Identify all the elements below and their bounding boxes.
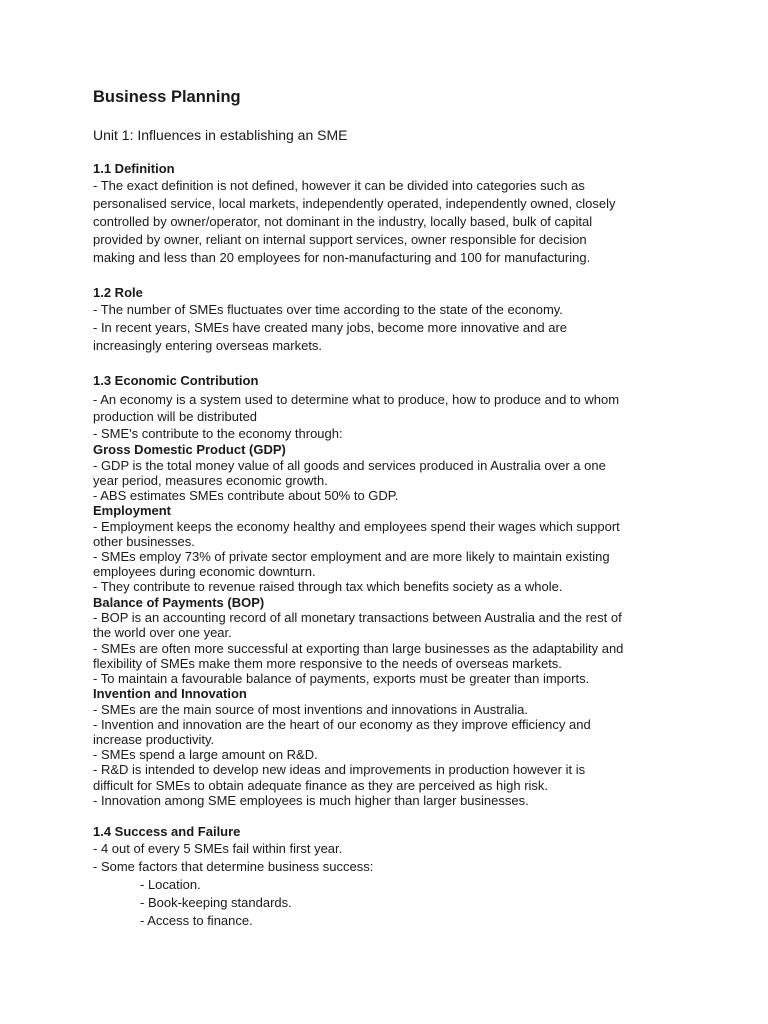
text-line: - SME's contribute to the economy through:	[93, 426, 343, 441]
list-item: - Access to finance.	[140, 913, 253, 929]
text-line: the world over one year.	[93, 625, 232, 641]
text-line: other businesses.	[93, 533, 195, 549]
text-line: - SMEs are often more successful at exporting than large businesses as the adaptability and	[93, 640, 624, 656]
text-line: difficult for SMEs to obtain adequate finance as they are perceived as high risk.	[93, 777, 549, 793]
list-item: - Book-keeping standards.	[140, 895, 292, 911]
text-line: - They contribute to revenue raised through tax which benefits society as a whole.	[93, 579, 563, 595]
subsection-heading-innovation: Invention and Innovation	[93, 686, 247, 702]
text-line: - Innovation among SME employees is much higher than larger businesses.	[93, 792, 529, 808]
section-heading: 1.3 Economic Contribution	[93, 373, 259, 388]
unit-title: Unit 1: Influences in establishing an SME	[93, 127, 348, 143]
text-line: employees during economic downturn.	[93, 564, 316, 580]
text-line: - BOP is an accounting record of all monetary transactions between Australia and the rest of	[93, 610, 622, 626]
text-line: controlled by owner/operator, not dominant in the industry, locally based, bulk of capital	[93, 214, 593, 229]
text-line: - Employment keeps the economy healthy and employees spend their wages which support	[93, 518, 620, 534]
subsection-heading-gdp: Gross Domestic Product (GDP)	[93, 442, 286, 457]
subsection-heading-bop: Balance of Payments (BOP)	[93, 594, 265, 610]
text-line: - An economy is a system used to determine what to produce, how to produce and to whom	[93, 392, 620, 407]
text-line: making and less than 20 employees for non-manufacturing and 100 for manufacturing.	[93, 250, 591, 265]
list-item: - Location.	[140, 877, 201, 893]
text-line: - The number of SMEs fluctuates over time according to the state of the economy.	[93, 302, 563, 317]
text-line: year period, measures economic growth.	[93, 472, 328, 488]
text-line: increase productivity.	[93, 732, 215, 748]
text-line: - 4 out of every 5 SMEs fail within first year.	[93, 841, 343, 857]
document-title: Business Planning	[93, 88, 241, 106]
text-line: - Invention and innovation are the heart of our economy as they improve efficiency and	[93, 716, 591, 732]
text-line: flexibility of SMEs make them more responsive to the needs of overseas markets.	[93, 655, 562, 671]
subsection-heading-employment: Employment	[93, 503, 172, 519]
text-line: production will be distributed	[93, 409, 258, 424]
section-economic-contribution	[93, 372, 678, 808]
text-line: - SMEs spend a large amount on R&D.	[93, 747, 318, 763]
text-line: - ABS estimates SMEs contribute about 50% to GDP.	[93, 487, 399, 503]
text-line: - SMEs employ 73% of private sector employment and are more likely to maintain existing	[93, 549, 610, 565]
section-heading: 1.4 Success and Failure	[93, 824, 241, 840]
text-line: - The exact definition is not defined, however it can be divided into categories such as	[93, 178, 585, 193]
document-page	[93, 86, 678, 930]
text-line: personalised service, local markets, independently operated, independently owned, closely	[93, 196, 616, 211]
text-line: provided by owner, reliant on internal support services, owner responsible for decision	[93, 232, 587, 247]
section-role	[93, 284, 678, 355]
text-line: - In recent years, SMEs have created many jobs, become more innovative and are	[93, 320, 568, 335]
text-line: - SMEs are the main source of most inventions and innovations in Australia.	[93, 701, 528, 717]
section-success-failure	[93, 823, 678, 930]
text-line: - R&D is intended to develop new ideas and improvements in production however it is	[93, 762, 586, 778]
text-line: increasingly entering overseas markets.	[93, 338, 323, 353]
text-line: - Some factors that determine business success:	[93, 859, 374, 875]
section-definition	[93, 160, 678, 267]
section-heading: 1.2 Role	[93, 285, 143, 300]
text-line: - To maintain a favourable balance of payments, exports must be greater than imports.	[93, 670, 590, 686]
text-line: - GDP is the total money value of all goods and services produced in Australia over a one	[93, 457, 606, 473]
section-heading: 1.1 Definition	[93, 161, 175, 176]
